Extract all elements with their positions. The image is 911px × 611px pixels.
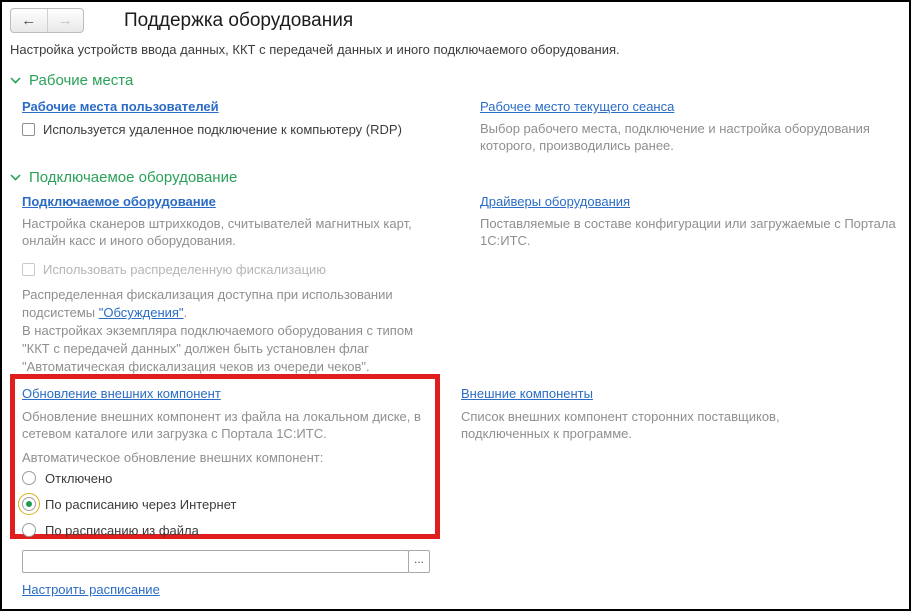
link-components-update[interactable]: Обновление внешних компонент [22, 386, 221, 401]
link-current-session-workplace[interactable]: Рабочее место текущего сеанса [480, 99, 675, 114]
external-components-description: Список внешних компонент сторонних поставщиков, подключенных к программе. [461, 409, 780, 441]
fiscal-note-line2-suffix: . [183, 305, 188, 320]
radio-schedule-internet-label: По расписанию через Интернет [45, 496, 237, 512]
link-external-components[interactable]: Внешние компоненты [461, 386, 593, 401]
fiscal-checkbox [22, 263, 35, 276]
link-equipment-drivers[interactable]: Драйверы оборудования [480, 194, 631, 209]
page-subtitle: Настройка устройств ввода данных, ККТ с передачей данных и иного подключаемого оборудования. [10, 42, 620, 57]
fiscal-note-line5: "Автоматическая фискализация чеков из очереди чеков". [22, 359, 370, 374]
chevron-down-icon [10, 174, 21, 181]
fiscal-note-line1: Распределенная фискализация доступна при использовании [22, 287, 393, 302]
auto-update-label: Автоматическое обновление внешних компонент: [22, 450, 324, 465]
rdp-checkbox-label: Используется удаленное подключение к компьютеру (RDP) [43, 122, 402, 137]
browse-button[interactable] [408, 550, 430, 573]
fiscal-checkbox-label: Использовать распределенную фискализацию [43, 262, 327, 277]
radio-row-schedule-internet[interactable] [22, 496, 236, 512]
back-arrow-icon: ← [21, 12, 37, 29]
forward-arrow-icon: → [57, 12, 73, 29]
section-equipment-header[interactable] [10, 169, 237, 186]
file-path-input[interactable] [22, 550, 409, 573]
radio-disabled[interactable] [22, 471, 36, 485]
back-button[interactable] [11, 9, 48, 32]
current-session-description: Выбор рабочего места, подключение и настройка оборудования которого, производились ранее. [480, 121, 870, 153]
fiscal-note-line2 [22, 304, 446, 322]
fiscal-note-line4: "ККТ с передачей данных" должен быть установлен флаг [22, 341, 369, 356]
radio-row-disabled-option[interactable] [22, 470, 112, 486]
radio-schedule-file[interactable] [22, 523, 36, 537]
rdp-checkbox[interactable] [22, 123, 35, 136]
page-title: Поддержка оборудования [124, 10, 354, 31]
radio-schedule-internet[interactable] [22, 497, 36, 511]
link-discussions[interactable]: "Обсуждения" [98, 305, 184, 320]
chevron-down-icon [10, 77, 21, 84]
connected-equipment-description: Настройка сканеров штрихкодов, считывателей магнитных карт, онлайн касс и иного оборудования. [22, 216, 412, 248]
checkbox-rdp-row[interactable] [22, 122, 402, 137]
section-workplaces-label: Рабочие места [29, 72, 134, 89]
fiscal-note [22, 286, 446, 376]
fiscal-note-line3: В настройках экземпляра подключаемого оборудования с типом [22, 323, 414, 338]
components-update-description: Обновление внешних компонент из файла на локальном диске, в сетевом каталоге или загрузка с Портала 1С:ИТС. [22, 409, 421, 441]
ellipsis-icon: ... [414, 552, 425, 566]
link-connected-equipment[interactable]: Подключаемое оборудование [22, 194, 216, 209]
fiscal-note-line2-prefix: подсистемы [22, 305, 99, 320]
nav-history-buttons [10, 8, 84, 33]
section-equipment-label: Подключаемое оборудование [29, 169, 238, 186]
radio-disabled-label: Отключено [45, 470, 113, 486]
file-path-row [22, 550, 430, 573]
equipment-drivers-description: Поставляемые в составе конфигурации или загружаемые с Портала 1С:ИТС. [480, 216, 896, 248]
checkbox-fiscal-row [22, 262, 326, 277]
radio-schedule-file-label: По расписанию из файла [45, 522, 199, 538]
radio-row-schedule-file[interactable] [22, 522, 199, 538]
link-user-workplaces[interactable]: Рабочие места пользователей [22, 99, 219, 114]
forward-button[interactable] [48, 9, 84, 32]
section-workplaces-header[interactable] [10, 72, 133, 89]
link-configure-schedule[interactable]: Настроить расписание [22, 582, 160, 597]
